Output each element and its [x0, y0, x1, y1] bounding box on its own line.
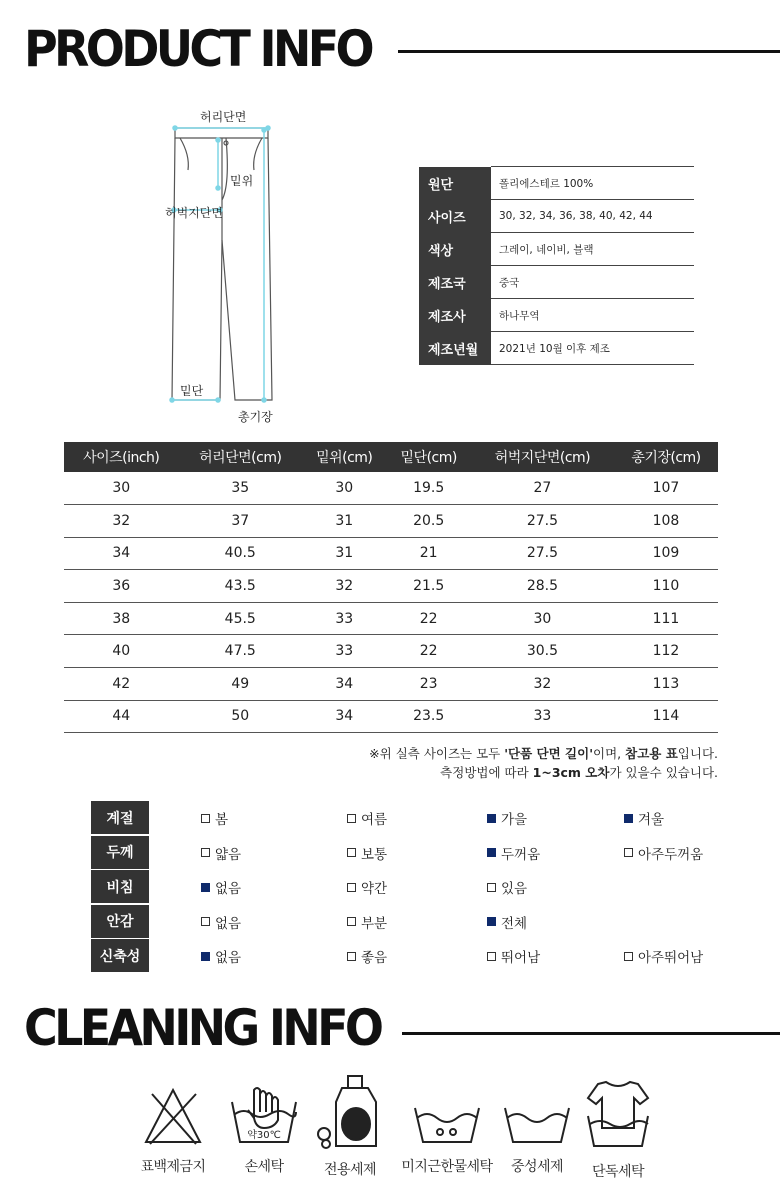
size-cell: 30 [302, 472, 386, 505]
cleaning-label: 미지근한물세탁 [401, 1159, 493, 1175]
attribute-option[interactable] [624, 946, 703, 966]
spec-key: 제조년월 [419, 332, 491, 365]
size-cell: 27 [471, 472, 614, 505]
size-cell: 31 [302, 505, 386, 538]
option-label: 있음 [501, 881, 528, 897]
rise-label: 밑위 [230, 174, 254, 188]
attribute-key: 신축성 [91, 939, 149, 972]
attribute-key: 두께 [91, 836, 149, 869]
unchecked-box-icon[interactable] [487, 883, 496, 892]
lukewarm-wash-icon [407, 1072, 487, 1147]
size-cell: 37 [178, 505, 302, 538]
size-cell: 34 [302, 668, 386, 701]
table-row [64, 570, 718, 603]
size-cell: 36 [64, 570, 178, 603]
option-label: 없음 [215, 950, 242, 966]
spec-value: 하나무역 [491, 299, 694, 332]
lukewarm-wash-item [392, 1072, 502, 1176]
attribute-option[interactable] [487, 877, 527, 897]
size-cell: 33 [302, 602, 386, 635]
size-cell: 108 [614, 505, 718, 538]
checked-box-icon[interactable] [624, 814, 633, 823]
hand-wash-item [224, 1072, 304, 1176]
attribute-option[interactable] [201, 808, 228, 828]
option-label: 보통 [361, 846, 388, 863]
size-header: 허리단면(cm) [178, 442, 302, 472]
cleaning-label: 중성세제 [510, 1159, 564, 1175]
spec-row [419, 167, 694, 200]
size-table [64, 442, 718, 733]
size-header: 밑단(cm) [386, 442, 470, 472]
note-line-2: 측정방법에 따라 1~3cm 오차가 있을수 있습니다. [440, 765, 718, 780]
option-label: 좋음 [361, 950, 388, 966]
size-cell: 27.5 [471, 537, 614, 570]
size-cell: 113 [614, 668, 718, 701]
size-cell: 42 [64, 668, 178, 701]
spec-value: 그레이, 네이비, 블랙 [491, 233, 694, 266]
cleaning-label: 손세탁 [244, 1159, 284, 1175]
waist-label: 허리단면 [200, 110, 247, 124]
spec-key: 제조국 [419, 266, 491, 299]
checked-box-icon[interactable] [201, 883, 210, 892]
spec-row [419, 233, 694, 266]
separate-wash-item [578, 1072, 658, 1181]
option-label: 약간 [361, 881, 388, 897]
size-header: 허벅지단면(cm) [471, 442, 614, 472]
checked-box-icon[interactable] [487, 848, 496, 857]
unchecked-box-icon[interactable] [347, 917, 356, 926]
detergent-icon [312, 1072, 388, 1150]
unchecked-box-icon[interactable] [624, 848, 633, 857]
cleaning-label: 단독세탁 [591, 1164, 645, 1180]
option-label: 두꺼움 [501, 846, 541, 863]
unchecked-box-icon[interactable] [487, 952, 496, 961]
detergent-item [310, 1072, 390, 1179]
size-cell: 30 [471, 602, 614, 635]
cleaning-label: 전용세제 [323, 1162, 377, 1178]
option-label: 얇음 [215, 846, 242, 863]
attribute-option[interactable] [487, 808, 527, 828]
size-cell: 112 [614, 635, 718, 668]
thigh-label: 허벅지단면 [165, 206, 223, 220]
table-row [64, 700, 718, 733]
attribute-option[interactable] [624, 843, 703, 863]
size-cell: 49 [178, 668, 302, 701]
size-cell: 30 [64, 472, 178, 505]
unchecked-box-icon[interactable] [347, 848, 356, 857]
size-header: 사이즈(inch) [64, 442, 178, 472]
option-label: 부분 [361, 915, 388, 932]
option-label: 없음 [215, 915, 242, 932]
unchecked-box-icon[interactable] [201, 848, 210, 857]
spec-table [419, 166, 694, 365]
table-row [64, 537, 718, 570]
spec-value: 30, 32, 34, 36, 38, 40, 42, 44 [491, 200, 694, 233]
attribute-option[interactable] [487, 843, 540, 863]
option-label: 봄 [215, 812, 229, 828]
size-cell: 50 [178, 700, 302, 733]
unchecked-box-icon[interactable] [347, 883, 356, 892]
size-cell: 21 [386, 537, 470, 570]
attribute-option[interactable] [624, 808, 664, 828]
option-label: 뛰어남 [501, 950, 541, 966]
attribute-option[interactable] [201, 843, 241, 863]
size-cell: 40 [64, 635, 178, 668]
size-cell: 35 [178, 472, 302, 505]
attribute-option[interactable] [347, 946, 387, 966]
attribute-key: 안감 [91, 905, 149, 938]
option-label: 없음 [215, 881, 242, 897]
size-cell: 47.5 [178, 635, 302, 668]
attribute-key: 계절 [91, 801, 149, 834]
size-cell: 30.5 [471, 635, 614, 668]
size-cell: 34 [64, 537, 178, 570]
size-cell: 23 [386, 668, 470, 701]
option-label: 전체 [501, 915, 528, 932]
product-info-heading: PRODUCT INFO [24, 20, 371, 78]
pants-outline-icon [160, 100, 280, 410]
spec-key: 색상 [419, 233, 491, 266]
size-header: 밑위(cm) [302, 442, 386, 472]
pants-diagram [160, 100, 280, 424]
spec-row [419, 266, 694, 299]
spec-row [419, 332, 694, 365]
separate-wash-icon [580, 1072, 656, 1152]
temp-label: 약30℃ [247, 1130, 281, 1141]
attribute-option[interactable] [347, 912, 387, 932]
size-cell: 111 [614, 602, 718, 635]
attribute-option[interactable] [487, 946, 540, 966]
size-cell: 110 [614, 570, 718, 603]
note-line-1: ※위 실측 사이즈는 모두 '단품 단면 길이'이며, 참고용 표입니다. [369, 746, 718, 761]
heading-divider [398, 50, 780, 53]
attribute-option[interactable] [201, 912, 241, 932]
size-cell: 33 [302, 635, 386, 668]
checked-box-icon[interactable] [487, 917, 496, 926]
size-cell: 22 [386, 635, 470, 668]
size-cell: 19.5 [386, 472, 470, 505]
length-label: 총기장 [238, 410, 273, 424]
size-cell: 34 [302, 700, 386, 733]
table-row [64, 635, 718, 668]
attribute-option[interactable] [347, 877, 387, 897]
size-cell: 31 [302, 537, 386, 570]
attribute-option[interactable] [347, 808, 387, 828]
table-row [64, 505, 718, 538]
checked-box-icon[interactable] [487, 814, 496, 823]
spec-row [419, 200, 694, 233]
size-cell: 20.5 [386, 505, 470, 538]
option-label: 아주두꺼움 [638, 846, 704, 863]
unchecked-box-icon[interactable] [347, 952, 356, 961]
option-label: 겨울 [638, 812, 665, 828]
attribute-option[interactable] [201, 877, 241, 897]
size-cell: 32 [302, 570, 386, 603]
size-cell: 21.5 [386, 570, 470, 603]
attribute-option[interactable] [347, 843, 387, 863]
unchecked-box-icon[interactable] [201, 814, 210, 823]
size-cell: 109 [614, 537, 718, 570]
spec-value: 2021년 10월 이후 제조 [491, 332, 694, 365]
size-header: 총기장(cm) [614, 442, 718, 472]
checked-box-icon[interactable] [201, 952, 210, 961]
unchecked-box-icon[interactable] [347, 814, 356, 823]
no-bleach-icon [138, 1072, 208, 1147]
size-cell: 38 [64, 602, 178, 635]
attribute-key: 비침 [91, 870, 149, 903]
table-row [64, 472, 718, 505]
option-label: 가을 [501, 812, 528, 828]
size-cell: 43.5 [178, 570, 302, 603]
table-row [64, 668, 718, 701]
size-cell: 114 [614, 700, 718, 733]
size-cell: 27.5 [471, 505, 614, 538]
spec-key: 원단 [419, 167, 491, 200]
size-cell: 28.5 [471, 570, 614, 603]
size-cell: 33 [471, 700, 614, 733]
hem-label: 밑단 [180, 384, 204, 398]
size-cell: 107 [614, 472, 718, 505]
cleaning-label: 표백제금지 [140, 1159, 206, 1175]
no-bleach-item [133, 1072, 213, 1176]
unchecked-box-icon[interactable] [201, 917, 210, 926]
size-cell: 32 [64, 505, 178, 538]
attribute-option[interactable] [487, 912, 527, 932]
table-row [64, 602, 718, 635]
neutral-detergent-icon [499, 1072, 575, 1147]
option-label: 아주뛰어남 [638, 950, 704, 966]
cleaning-divider [402, 1032, 780, 1035]
size-cell: 45.5 [178, 602, 302, 635]
size-cell: 23.5 [386, 700, 470, 733]
spec-key: 사이즈 [419, 200, 491, 233]
unchecked-box-icon[interactable] [624, 952, 633, 961]
spec-key: 제조사 [419, 299, 491, 332]
hand-wash-icon [226, 1072, 302, 1147]
cleaning-info-heading: CLEANING INFO [24, 999, 381, 1057]
spec-value: 중국 [491, 266, 694, 299]
size-cell: 44 [64, 700, 178, 733]
spec-value: 폴리에스테르 100% [491, 167, 694, 200]
option-label: 여름 [361, 812, 388, 828]
size-cell: 32 [471, 668, 614, 701]
spec-row [419, 299, 694, 332]
size-notes [369, 744, 718, 782]
size-cell: 40.5 [178, 537, 302, 570]
neutral-detergent-item [497, 1072, 577, 1176]
size-cell: 22 [386, 602, 470, 635]
attribute-option[interactable] [201, 946, 241, 966]
